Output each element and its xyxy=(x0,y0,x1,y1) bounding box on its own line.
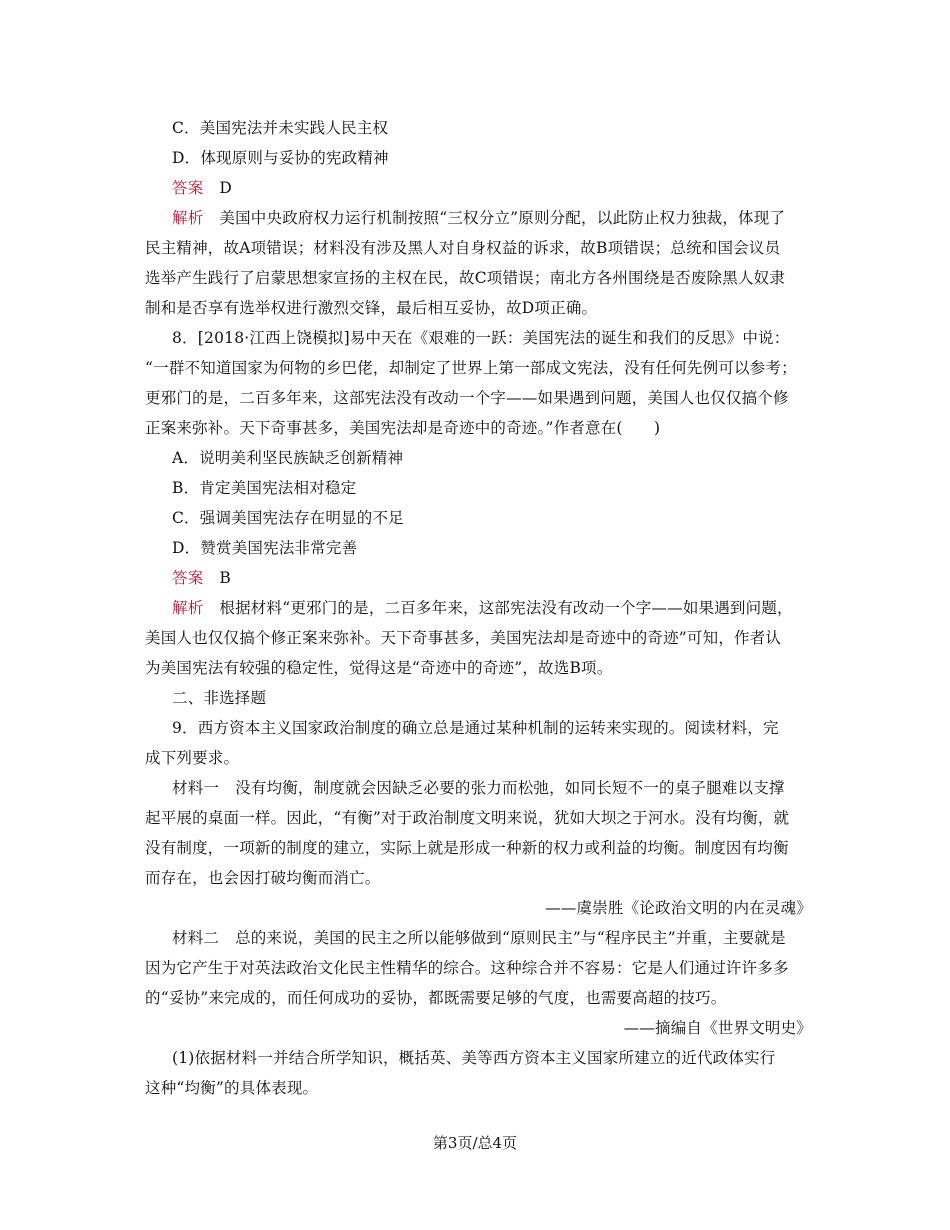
material1-text: 没有均衡，制度就会因缺乏必要的张力而松弛，如同长短不一的桌子腿难以支撑 xyxy=(235,779,785,797)
answer-value: D xyxy=(219,179,233,197)
q9-material2-line-2: 因为它产生于对英法政治文化民主性精华的综合。这种综合并不容易：它是人们通过许许多多 xyxy=(145,959,789,977)
analysis-text: 美国中央政府权力运行机制按照“三权分立”原则分配，以此防止权力独裁，体现了 xyxy=(219,209,786,227)
material1-label: 材料一 xyxy=(172,779,220,797)
answer-value: B xyxy=(219,569,231,587)
q8-analysis-line-1 xyxy=(172,598,812,618)
q8-option-b: B．肯定美国宪法相对稳定 xyxy=(172,479,357,497)
q8-option-d: D．赞赏美国宪法非常完善 xyxy=(172,539,358,557)
q9-material1-line-3: 没有制度，一项新的制度的建立，实际上就是形成一种新的权力或利益的均衡。制度因有均衡 xyxy=(145,839,789,857)
material2-label: 材料二 xyxy=(172,929,220,947)
q7-analysis-line-4: 制和是否享有选举权进行激烈交锋，最后相互妥协，故D项正确。 xyxy=(145,299,598,317)
q8-option-a: A．说明美利坚民族缺乏创新精神 xyxy=(172,449,404,467)
q8-stem-line-2: “一群不知道国家为何物的乡巴佬，却制定了世界上第一部成文宪法，没有任何先例可以参考； xyxy=(145,359,797,377)
material2-text: 总的来说，美国的民主之所以能够做到“原则民主”与“程序民主”并重，主要就是 xyxy=(235,929,786,947)
analysis-text: 根据材料“更邪门的是，二百多年来，这部宪法没有改动一个字——如果遇到问题， xyxy=(219,599,793,617)
q7-analysis-line-1 xyxy=(172,208,812,228)
q9-sub1-line-1: (1)依据材料一并结合所学知识，概括英、美等西方资本主义国家所建立的近代政体实行 xyxy=(172,1049,776,1067)
q8-answer xyxy=(172,568,812,588)
q8-stem-line-4: 正案来弥补。天下奇事甚多，美国宪法却是奇迹中的奇迹。”作者意在( ) xyxy=(145,419,661,437)
answer-label: 答案 xyxy=(172,179,204,197)
page-footer: 第3页/总4页 xyxy=(432,1134,518,1152)
analysis-label: 解析 xyxy=(172,209,204,227)
q7-option-d: D．体现原则与妥协的宪政精神 xyxy=(172,149,389,167)
q7-option-c: C．美国宪法并未实践人民主权 xyxy=(172,119,389,137)
q8-stem-line-3: 更邪门的是，二百多年来，这部宪法没有改动一个字——如果遇到问题，美国人也仅仅搞个修 xyxy=(145,389,789,407)
q9-material1-line-1 xyxy=(172,778,812,798)
q7-analysis-line-2: 民主精神，故A项错误；材料没有涉及黑人对自身权益的诉求，故B项错误；总统和国会议员 xyxy=(145,239,781,257)
analysis-label: 解析 xyxy=(172,599,204,617)
q9-material2-source: ——摘编自《世界文明史》 xyxy=(623,1019,812,1037)
q8-analysis-line-3: 为美国宪法有较强的稳定性，觉得这是“奇迹中的奇迹”，故选B项。 xyxy=(145,659,613,677)
q9-material1-line-2: 起平展的桌面一样。因此，“有衡”对于政治制度文明来说，犹如大坝之于河水。没有均衡，就 xyxy=(145,809,790,827)
q9-material2-line-3: 的“妥协”来完成的，而任何成功的妥协，都既需要足够的气度，也需要高超的技巧。 xyxy=(145,989,727,1007)
q9-material2-line-1 xyxy=(172,928,812,948)
q7-answer xyxy=(172,178,812,198)
q8-option-c: C．强调美国宪法存在明显的不足 xyxy=(172,509,404,527)
q8-analysis-line-2: 美国人也仅仅搞个修正案来弥补。天下奇事甚多，美国宪法却是奇迹中的奇迹”可知，作者认 xyxy=(145,629,782,647)
q9-material1-line-4: 而存在，也会因打破均衡而消亡。 xyxy=(145,869,381,887)
q7-analysis-line-3: 选举产生践行了启蒙思想家宣扬的主权在民，故C项错误；南北方各州围绕是否废除黑人奴隶 xyxy=(145,269,786,287)
q9-material1-source: ——虞崇胜《论政治文明的内在灵魂》 xyxy=(545,899,812,917)
answer-label: 答案 xyxy=(172,569,204,587)
q8-stem-line-1: 8．[2018·江西上饶模拟]易中天在《艰难的一跃：美国宪法的诞生和我们的反思》中说： xyxy=(172,329,790,347)
q9-stem-line-2: 成下列要求。 xyxy=(145,749,240,767)
q9-sub1-line-2: 这种“均衡”的具体表现。 xyxy=(145,1079,319,1097)
q9-stem-line-1: 9．西方资本主义国家政治制度的确立总是通过某种机制的运转来实现的。阅读材料，完 xyxy=(172,719,779,737)
section-title: 二、非选择题 xyxy=(172,689,267,707)
